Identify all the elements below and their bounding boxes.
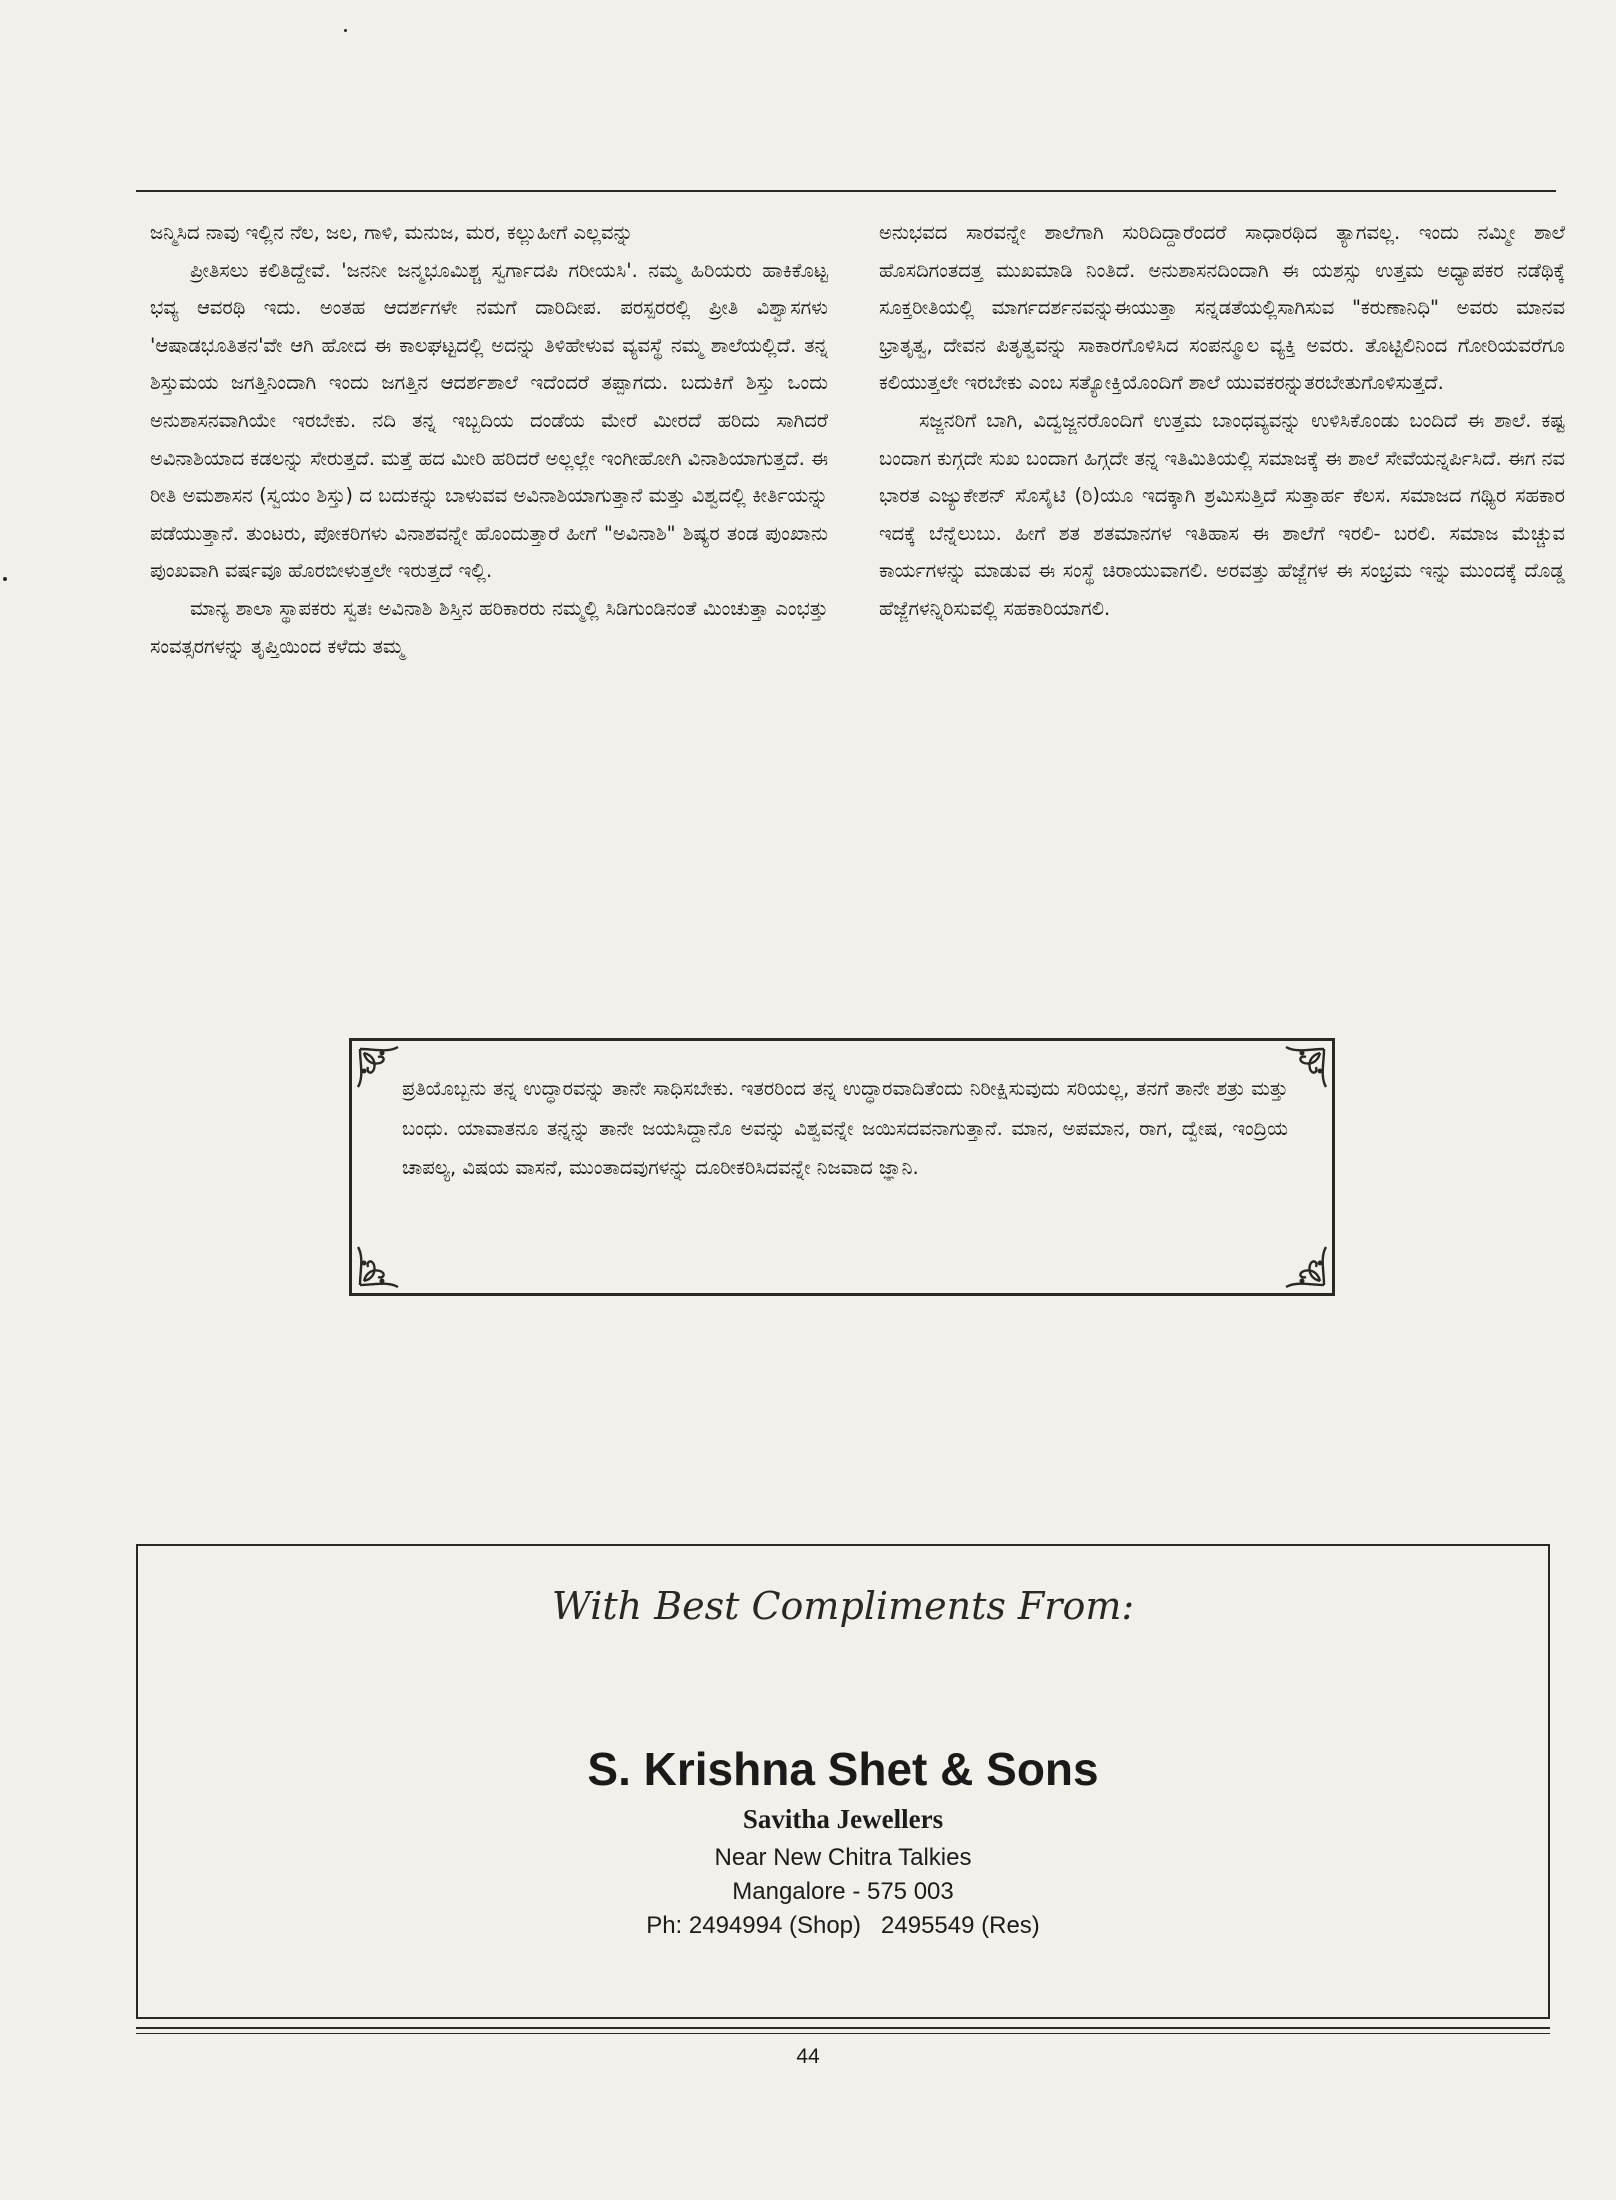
ad-address-line: Near New Chitra Talkies bbox=[714, 1844, 972, 1871]
left-paragraph: ಜನ್ಮಿಸಿದ ನಾವು ಇಲ್ಲಿನ ನೆಲ, ಜಲ, ಗಾಳಿ, ಮನುಜ, ಮರ, ಕಲ್ಲುಹೀಗೆ ಎಲ್ಲವನ್ನು bbox=[150, 221, 634, 244]
ad-firm-name: S. Krishna Shet & Sons bbox=[587, 1743, 1099, 1795]
quote-text bbox=[402, 1069, 1288, 1188]
speck-mark bbox=[344, 29, 347, 32]
right-column bbox=[879, 214, 1565, 834]
bottom-rule bbox=[136, 2033, 1550, 2034]
advertisement-box bbox=[136, 1544, 1550, 2019]
quote-box bbox=[349, 1038, 1335, 1296]
top-rule bbox=[136, 190, 1556, 192]
left-paragraph: ಪ್ರೀತಿಸಲು ಕಲಿತಿದ್ದೇವೆ. 'ಜನನೀ ಜನ್ಮಭೂಮಿಶ್ಚ ಸ್ವರ್ಗಾದಪಿ ಗರೀಯಸಿ'. ನಮ್ಮ ಹಿರಿಯರು ಹಾಕಿಕೊಟ್ಟ ಭವ್ಯ ಆವರಥಿ ಇದು. ಅಂತಹ ಆದರ್ಶಗಳೇ ನಮಗೆ ದಾರಿದೀಪ. ಪರಸ್ಪರರಲ್ಲಿ ಪ್ರೀತಿ ವಿಶ್ವಾಸಗಳು 'ಆಷಾಡಭೂತಿತನ'ವೇ ಆಗಿ ಹೋದ ಈ ಕಾಲಘಟ್ಟದಲ್ಲಿ ಅದನ್ನು ತಿಳಿಹೇಳುವ ವ್ಯವಸ್ಥೆ ನಮ್ಮ ಶಾಲೆಯಲ್ಲಿದೆ. ತನ್ನ ಶಿಸ್ತುಮಯ ಜಗತ್ತಿನಿಂದಾಗಿ ಇಂದು ಜಗತ್ತಿನ ಆದರ್ಶಶಾಲೆ ಇದೆಂದರೆ ತಪ್ಪಾಗದು. ಬದುಕಿಗೆ ಶಿಸ್ತು ಒಂದು ಅನುಶಾಸನವಾಗಿಯೇ ಇರಬೇಕು. ನದಿ ತನ್ನ ಇಬ್ಬದಿಯ ದಂಡೆಯ ಮೇರೆ ಮೀರದೆ ಹರಿದು ಸಾಗಿದರೆ ಅವಿನಾಶಿಯಾದ ಕಡಲನ್ನು ಸೇರುತ್ತದೆ. ಮತ್ತೆ ಹದ ಮೀರಿ ಹರಿದರೆ ಅಲ್ಲಲ್ಲೇ ಇಂಗೀಹೋಗಿ ವಿನಾಶಿಯಾಗುತ್ತದೆ. ಈ ರೀತಿ ಅಮಶಾಸನ (ಸ್ವಯಂ ಶಿಸ್ತು) ದ ಬದುಕನ್ನು ಬಾಳುವವ ಅವಿನಾಶಿಯಾಗುತ್ತಾನೆ ಮತ್ತು ವಿಶ್ವದಲ್ಲಿ ಕೀರ್ತಿಯನ್ನು ಪಡೆಯುತ್ತಾನೆ. ತುಂಟರು, ಪೋಕರಿಗಳು ವಿನಾಶವನ್ನೇ ಹೊಂದುತ್ತಾರೆ ಹೀಗೆ "ಅವಿನಾಶಿ" ಶಿಷ್ಯರ ತಂಡ ಪುಂಖಾನು ಪುಂಖವಾಗಿ ವರ್ಷವೂ ಹೊರಬೀಳುತ್ತಲೇ ಇರುತ್ತದೆ ಇಲ್ಲಿ. bbox=[150, 258, 828, 583]
left-column bbox=[150, 214, 828, 834]
corner-ornament-icon bbox=[354, 1237, 408, 1291]
ad-phone: Ph: 2494994 (Shop) 2495549 (Res) bbox=[646, 1912, 1040, 1939]
right-paragraph: ಸಜ್ಜನರಿಗೆ ಬಾಗಿ, ವಿದ್ವಜ್ಜನರೊಂದಿಗೆ ಉತ್ತಮ ಬಾಂಧವ್ಯವನ್ನು ಉಳಿಸಿಕೊಂಡು ಬಂದಿದೆ ಈ ಶಾಲೆ. ಕಷ್ಟ ಬಂದಾಗ ಕುಗ್ಗದೇ ಸುಖ ಬಂದಾಗ ಹಿಗ್ಗದೇ ತನ್ನ ಇತಿಮಿತಿಯಲ್ಲಿ ಸಮಾಜಕ್ಕೆ ಈ ಶಾಲೆ ಸೇವೆಯನ್ನರ್ಪಿಸಿದೆ. ಈಗ ನವ ಭಾರತ ಎಜ್ಯುಕೇಶನ್ ಸೊಸೈಟಿ (ರಿ)ಯೂ ಇದಕ್ಕಾಗಿ ಶ್ರಮಿಸುತ್ತಿದೆ ಸುತ್ತಾರ್ಹ ಕೆಲಸ. ಸಮಾಜದ ಗಥ್ಯಿರ ಸಹಕಾರ ಇದಕ್ಕೆ ಬೆನ್ನೆಲುಬು. ಹೀಗೆ ಶತ ಶತಮಾನಗಳ ಇತಿಹಾಸ ಈ ಶಾಲೆಗೆ ಇರಲಿ- ಬರಲಿ. ಸಮಾಜ ಮೆಚ್ಚುವ ಕಾರ್ಯಗಳನ್ನು ಮಾಡುವ ಈ ಸಂಸ್ಥೆ ಚಿರಾಯುವಾಗಲಿ. ಅರವತ್ತು ಹೆಜ್ಜೆಗಳ ಈ ಸಂಭ್ರಮ ಇನ್ನು ಮುಂದಕ್ಕೆ ದೊಡ್ಡ ಹೆಜ್ಜೆಗಳನ್ನಿರಿಸುವಲ್ಲಿ ಸಹಕಾರಿಯಾಗಲಿ. bbox=[879, 408, 1565, 620]
left-paragraph: ಮಾನ್ಯ ಶಾಲಾ ಸ್ಥಾಪಕರು ಸ್ವತಃ ಅವಿನಾಶಿ ಶಿಸ್ತಿನ ಹರಿಕಾರರು ನಮ್ಮಲ್ಲಿ ಸಿಡಿಗುಂಡಿನಂತೆ ಮಿಂಚುತ್ತಾ ಎಂಭತ್ತು ಸಂವತ್ಸರಗಳನ್ನು ತೃಪ್ತಿಯಿಂದ ಕಳೆದು ತಮ್ಮ bbox=[150, 596, 828, 658]
bottom-rule bbox=[136, 2027, 1550, 2029]
corner-ornament-icon bbox=[354, 1043, 408, 1097]
ad-heading: With Best Compliments From: bbox=[551, 1584, 1135, 1628]
right-paragraph: ಅನುಭವದ ಸಾರವನ್ನೇ ಶಾಲೆಗಾಗಿ ಸುರಿದಿದ್ದಾರೆಂದರೆ ಸಾಧಾರಥಿದ ತ್ಯಾಗವಲ್ಲ. ಇಂದು ನಮ್ಮೀ ಶಾಲೆ ಹೊಸದಿಗಂತದತ್ತ ಮುಖಮಾಡಿ ನಿಂತಿದೆ. ಅನುಶಾಸನದಿಂದಾಗಿ ಈ ಯಶಸ್ಸು ಉತ್ತಮ ಅಧ್ಯಾಪಕರ ನಡೆಥಿಕ್ಕೆ ಸೂಕ್ತರೀತಿಯಲ್ಲಿ ಮಾರ್ಗದರ್ಶನವನ್ನುಈಯುತ್ತಾ ಸನ್ನಡತೆಯಲ್ಲಿಸಾಗಿಸುವ "ಕರುಣಾನಿಧಿ" ಅವರು ಮಾನವ ಭ್ರಾತೃತ್ವ, ದೇವನ ಪಿತೃತ್ವವನ್ನು ಸಾಕಾರಗೊಳಿಸಿದ ಸಂಪನ್ಮೂಲ ವ್ಯಕ್ತಿ ಅವರು. ತೊಟ್ಟಿಲಿನಿಂದ ಗೋರಿಯವರೆಗೂ ಕಲಿಯುತ್ತಲೇ ಇರಬೇಕು ಎಂಬ ಸತ್ಯೋಕ್ತಿಯೊಂದಿಗೆ ಶಾಲೆ ಯುವಕರನ್ನುತರಬೇತುಗೊಳಿಸುತ್ತದೆ. bbox=[879, 221, 1565, 395]
quote-paragraph: ಪ್ರತಿಯೊಬ್ಬನು ತನ್ನ ಉದ್ಧಾರವನ್ನು ತಾನೇ ಸಾಧಿಸಬೇಕು. ಇತರರಿಂದ ತನ್ನ ಉದ್ಧಾರವಾದಿತೆಂದು ನಿರೀಕ್ಷಿಸುವುದು ಸರಿಯಲ್ಲ, ತನಗೆ ತಾನೇ ಶತ್ರು ಮತ್ತು ಬಂಧು. ಯಾವಾತನೂ ತನ್ನನ್ನು ತಾನೇ ಜಯಸಿದ್ದಾನೊ ಅವನ್ನು ವಿಶ್ವವನ್ನೇ ಜಯಿಸದವನಾಗುತ್ತಾನೆ. ಮಾನ, ಅಪಮಾನ, ರಾಗ, ದ್ವೇಷ, ಇಂದ್ರಿಯ ಚಾಪಲ್ಯ, ವಿಷಯ ವಾಸನೆ, ಮುಂತಾದವುಗಳನ್ನು ದೂರೀಕರಿಸಿದವನ್ನೇ ನಿಜವಾದ ಜ್ಞಾನಿ. bbox=[402, 1077, 1288, 1179]
speck-mark bbox=[3, 577, 7, 581]
ad-address-line: Mangalore - 575 003 bbox=[732, 1878, 954, 1905]
corner-ornament-icon bbox=[1276, 1237, 1330, 1291]
page-number: 44 bbox=[796, 2045, 820, 2068]
ad-subtitle: Savitha Jewellers bbox=[742, 1804, 944, 1834]
